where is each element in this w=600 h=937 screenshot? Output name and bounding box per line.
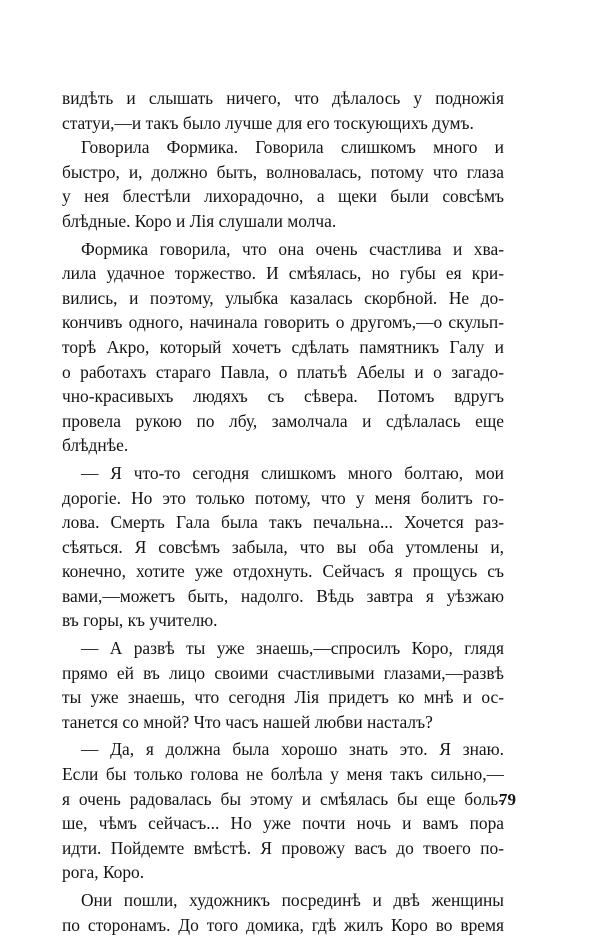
text-line: ше, чѣмъ сейчасъ... Но уже почти ночь и вамъ пора bbox=[62, 813, 504, 834]
text-line: лила удачное торжество. И смѣялась, но губы ея кри- bbox=[62, 263, 504, 284]
text-line: Они пошли, художникъ посрединѣ и двѣ женщины bbox=[81, 890, 504, 910]
text-line: статуи,—и такъ было лучше для его тоскующихъ думъ. bbox=[62, 112, 474, 133]
text-line: быстро, и, должно быть, волновалась, потому что глаза bbox=[62, 161, 504, 182]
text-line: Если бы только голова не болѣла у меня такъ сильно,— bbox=[62, 764, 504, 785]
text-line: рога, Коро. bbox=[62, 862, 145, 883]
text-line: Формика говорила, что она очень счастлива и хва- bbox=[81, 238, 504, 259]
text-line: видѣть и слышать ничего, что дѣлалось у подножія bbox=[62, 88, 504, 108]
page-number: 79 bbox=[499, 790, 516, 809]
text-line: чно-красивыхъ людяхъ съ сѣвера. Потомъ вдругъ bbox=[62, 386, 504, 407]
text-line: вами,—можетъ быть, надолго. Вѣдь завтра я уѣзжаю bbox=[62, 585, 504, 606]
text-line: по сторонамъ. До того домика, гдѣ жилъ Коро во время bbox=[62, 914, 504, 935]
text-line: сѣяться. Я совсѣмъ забыла, что вы оба утомлены и, bbox=[62, 536, 504, 557]
text-line: ты уже знаешь, что сегодня Лія придетъ ко мнѣ и ос- bbox=[62, 687, 504, 708]
text-line: я очень радовалась бы этому и смѣялась бы еще боль- bbox=[62, 788, 504, 809]
text-line: у нея блестѣли лихорадочно, а щеки были совсѣмъ bbox=[62, 186, 504, 207]
text-line: конечно, хотите уже отдохнуть. Сейчасъ я прощусь съ bbox=[62, 561, 504, 582]
text-line: танется со мной? Что часъ нашей любви насталъ? bbox=[62, 711, 433, 732]
text-line: о работахъ стараго Павла, о платьѣ Абелы и о загадо- bbox=[62, 361, 504, 382]
text-line: идти. Пойдемте вмѣстѣ. Я провожу васъ до твоего по- bbox=[62, 837, 504, 858]
text-line: лова. Смерть Гала была такъ печальна... Хочется раз- bbox=[62, 512, 504, 533]
text-line: блѣдные. Коро и Лія слушали молча. bbox=[62, 210, 337, 231]
body-text bbox=[62, 86, 504, 937]
text-line: прямо ей въ лицо своими счастливыми глазами,—развѣ bbox=[62, 662, 504, 683]
text-line: блѣднѣе. bbox=[62, 435, 129, 456]
text-line: — Да, я должна была хорошо знать это. Я знаю. bbox=[81, 739, 504, 760]
text-line: торѣ Акро, который хочетъ сдѣлать памятникъ Галу и bbox=[62, 336, 504, 357]
text-line: вились, и поэтому, улыбка казалась скорбной. Не до- bbox=[62, 287, 504, 308]
text-line: Говорила Формика. Говорила слишкомъ много и bbox=[81, 137, 504, 158]
text-line: — А развѣ ты уже знаешь,—спросилъ Коро, глядя bbox=[81, 638, 504, 659]
text-line: въ горы, къ учителю. bbox=[62, 610, 218, 631]
text-line: провела рукою по лбу, замолчала и сдѣлалась еще bbox=[62, 410, 504, 431]
text-line: — Я что-то сегодня слишкомъ много болтаю, мои bbox=[81, 462, 504, 483]
text-line: дорогіе. Но это только потому, что у меня болитъ го- bbox=[62, 487, 504, 508]
text-line: кончивъ одного, начинала говорить о другомъ,—о скульп- bbox=[62, 312, 504, 333]
